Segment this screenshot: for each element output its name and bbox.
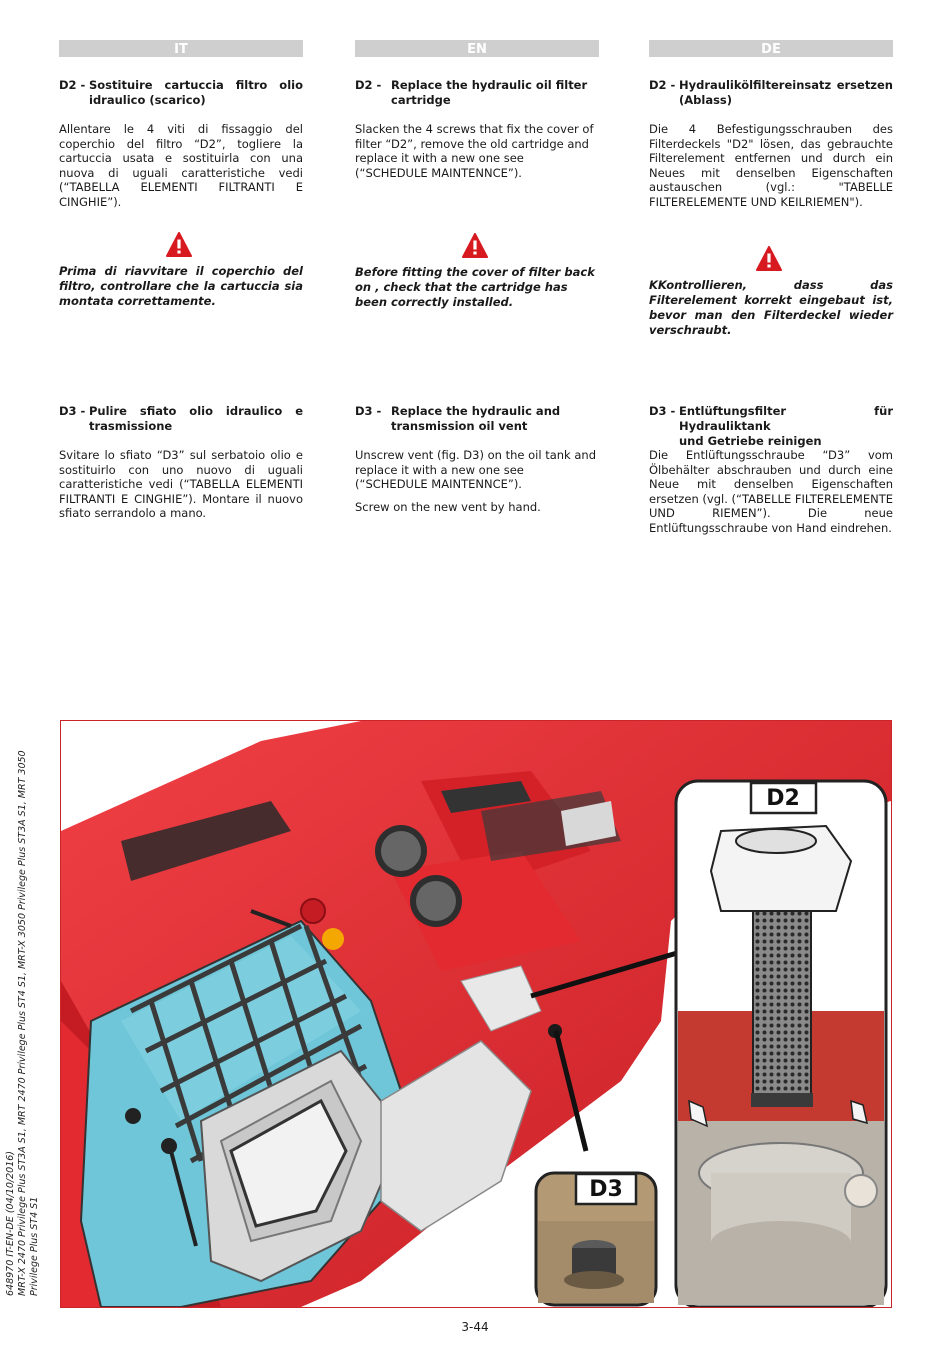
column-it — [59, 40, 303, 521]
lang-tab-it: IT — [59, 40, 303, 57]
heading-text: Sostituire cartuccia filtro olio — [89, 78, 303, 92]
callout-label-d3: D3 — [589, 1177, 623, 1202]
body-d3-en: Unscrew vent (fig. D3) on the oil tank and replace it with a new one see (“SCHEDULE MAINTENNCE”). — [355, 448, 597, 492]
machine-figure — [60, 720, 892, 1308]
heading-text-2: transmission oil vent — [391, 419, 528, 433]
document-reference — [5, 736, 41, 1296]
heading-text-2: trasmissione — [89, 419, 173, 433]
heading-text-2: (Ablass) — [679, 93, 733, 107]
warning-icon — [756, 246, 782, 272]
heading-d2-it — [59, 78, 303, 108]
heading-text: Replace the hydraulic oil filter — [391, 78, 588, 92]
heading-d3-it — [59, 404, 303, 434]
body-d3-it: Svitare lo sfiato “D3” sul serbatoio olio e sostituirlo con uno nuovo di uguali caratteristiche vedi (“TABELLA ELEMENTI FILTRANTI E CINGHIE”). Montare il nuovo sfiato serrandolo a mano. — [59, 448, 303, 521]
body-d2-en: Slacken the 4 screws that fix the cover of filter “D2”, remove the old cartridge and replace it with a new one see (“SCHEDULE MAINTENNCE”). — [355, 122, 594, 180]
warning-d2-it: Prima di riavvitare il coperchio del filtro, controllare che la cartuccia sia montata correttamente. — [59, 264, 303, 308]
body-d3-de: Die Entlüftungsschraube “D3” vom Ölbehälter abschrauben und durch eine Neue mit denselben Eigenschaften ersetzen (vgl. (“TABELLE FILTERELEMENTE UND RIEMEN”). Die neue Entlüftungsschraube von Hand eindrehen. — [649, 448, 893, 535]
heading-d3-de — [649, 404, 893, 449]
warning-d2-de: KKontrollieren, dass das Filterelement korrekt eingebaut ist, bevor man den Filterdeckel wieder verschraubt. — [649, 278, 893, 337]
heading-d2-de — [649, 78, 893, 108]
heading-d3-en — [355, 404, 599, 434]
column-de — [649, 40, 893, 535]
d3-inset — [536, 1173, 656, 1305]
heading-number: D3 - — [355, 404, 382, 418]
heading-d2-en — [355, 78, 599, 108]
heading-text: Entlüftungsfilter für Hydrauliktank — [679, 404, 893, 433]
heading-number: D3 - — [59, 404, 86, 418]
document-code: 64897​0 IT-EN-DE (04/10/2016) — [5, 1150, 16, 1296]
heading-text: Hydraulikölfiltereinsatz ersetzen — [679, 78, 893, 92]
body-d3-en-2: Screw on the new vent by hand. — [355, 500, 541, 514]
page-number: 3-44 — [461, 1320, 489, 1334]
body-d2-it: Allentare le 4 viti di fissaggio del coperchio del filtro “D2”, togliere la cartuccia usata e sostituirla con una nuova di uguali caratteristiche vedi (“TABELLA ELEMENTI FILTRANTI E CINGHIE”). — [59, 122, 303, 209]
heading-text-2: und Getriebe reinigen — [679, 434, 822, 448]
heading-text: Replace the hydraulic and — [391, 404, 561, 418]
column-en — [355, 40, 599, 514]
heading-number: D3 - — [649, 404, 676, 418]
warning-d2-en: Before fitting the cover of filter back on , check that the cartridge has been correctly installed. — [355, 265, 595, 309]
callout-label-d2: D2 — [766, 786, 800, 811]
lang-tab-de: DE — [649, 40, 893, 57]
heading-number: D2 - — [649, 78, 676, 92]
d2-inset — [676, 781, 886, 1307]
body-d2-de: Die 4 Befestigungsschrauben des Filterdeckels "D2" lösen, das gebrauchte Filterelement entfernen und durch ein Neues mit denselben Eigenschaften austauschen (vgl.: "TABELLE FILTERELEMENTE UND KEILRIEMEN"). — [649, 122, 893, 209]
warning-icon — [166, 232, 192, 258]
telehandler-illustration — [61, 721, 891, 1307]
model-list: MRT-X 2470 Privilege Plus ST3A S1, MRT 2470 Privilege Plus ST4 S1, MRT-X 3050 Privilege Plus ST3A S1, MRT 3050 Privilege Plus ST4 S1 — [17, 750, 40, 1296]
heading-number: D2 - — [355, 78, 382, 92]
heading-number: D2 - — [59, 78, 86, 92]
lang-tab-en: EN — [355, 40, 599, 57]
warning-icon — [462, 233, 488, 259]
heading-text: Pulire sfiato olio idraulico e — [89, 404, 303, 418]
heading-text-2: idraulico (scarico) — [89, 93, 206, 107]
heading-text-2: cartridge — [391, 93, 451, 107]
